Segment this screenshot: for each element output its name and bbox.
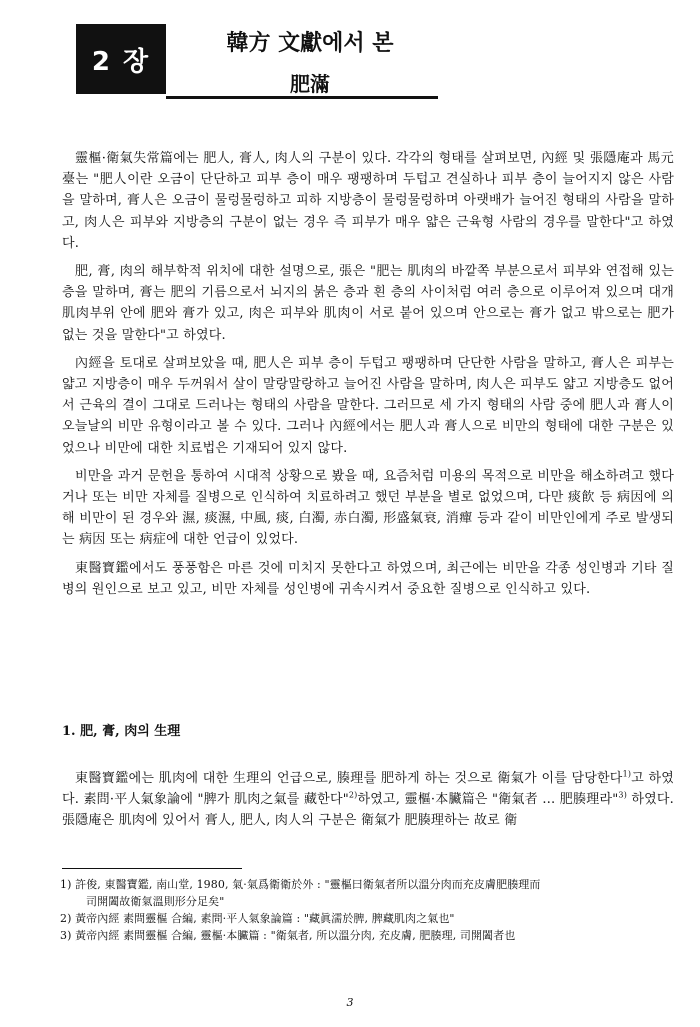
footnote-2-line-1: 2) 黃帝內經 素問靈樞 合編, 素問·平人氣象論篇 : "藏眞濡於脾, 脾藏肌肉之氣也" <box>60 912 455 925</box>
footnote-rule <box>62 868 242 869</box>
chapter-subtitle: 肥滿 <box>290 72 330 96</box>
section-paragraph <box>62 768 674 832</box>
paragraph-1: 靈樞·衛氣失常篇에는 肥人, 膏人, 肉人의 구분이 있다. 각각의 형태를 살펴보면, 內經 및 張隱庵과 馬元臺는 "肥人이란 오금이 단단하고 피부 층이 매우 팽팽하며 두텁고 견실하나 피부 층이 늘어지지 않은 사람을 말하며, 膏人은 오금이 물렁물렁하고 피하 지방층이 물렁물렁하며 아랫배가 늘어진 형태의 사람을 말하고, 肉人은 피부와 지방층의 구분이 없는 경우 즉 피부가 매우 얇은 근육형 사람의 경우를 말한다"고 하였다. <box>62 151 674 251</box>
section-heading: 1. 肥, 膏, 肉의 生理 <box>62 724 181 739</box>
footnote-3-line-1: 3) 黃帝內經 素問靈樞 合編, 靈樞·本臟篇 : "衛氣者, 所以溫分肉, 充皮膚, 肥腠理, 司開闔者也 <box>60 929 516 942</box>
paragraph-2: 肥, 膏, 肉의 해부학적 위치에 대한 설명으로, 張은 "肥는 肌肉의 바깥쪽 부분으로서 피부와 연접해 있는 층을 말하며, 膏는 肥의 기름으로서 뇌지의 붉은 층과 흰 층의 사이처럼 여러 층으로 이루어져 있으며 대개 肌肉부위 안에 肥와 膏가 있고, 肉은 피부와 肌肉이 서로 붙어 있으며 안으로는 膏가 없고 밖으로는 肥가 없는 것을 말한다"고 하였다. <box>62 264 674 343</box>
section-text-2: 고 하였다. 素問·平人氣象論에 "脾가 肌肉之氣를 藏한다" <box>62 771 675 808</box>
footnote-1 <box>60 876 680 910</box>
footnote-ref-1: 1) <box>622 769 632 779</box>
header-rule <box>166 96 438 99</box>
paragraph-5: 東醫寶鑑에서도 풍풍함은 마른 것에 미치지 못한다고 하였으며, 최근에는 비만을 각종 성인병과 기타 질병의 원인으로 보고 있고, 비만 자체를 성인병에 귀속시켜서 중요한 질병으로 인식하고 있다. <box>62 560 674 597</box>
footnote-ref-3: 3) <box>618 790 628 800</box>
chapter-badge: 2 장 <box>76 24 166 94</box>
footnote-3 <box>60 927 680 944</box>
page-number: 3 <box>346 996 354 1009</box>
section-text-3: 하였고, 靈樞·本臟篇은 "衛氣者 … 肥腠理라" <box>357 792 619 808</box>
section-text-1: 東醫寶鑑에는 肌肉에 대한 生理의 언급으로, 腠理를 肥하게 하는 것으로 衛氣가 이를 담당한다 <box>75 771 623 786</box>
footnotes <box>60 876 680 944</box>
paragraph-3: 內經을 토대로 살펴보았을 때, 肥人은 피부 층이 두텁고 팽팽하며 단단한 사람을 말하고, 膏人은 피부는 얇고 지방층이 매우 두꺼워서 살이 말랑말랑하고 늘어진 사람을 말하며, 肉人은 피부도 얇고 지방층도 없어서 근육의 결이 그대로 드러나는 형태의 사람을 말한다. 그러므로 세 가지 형태의 사람 중에 肥人과 膏人이 오늘날의 비만 유형이라고 볼 수 있다. 그러나 內經에서는 肥人과 膏人으로 비만의 형태에 대한 구분은 있었으나 비만에 대한 치료법은 기재되어 있지 않다. <box>62 355 674 456</box>
footnote-1-line-2: 司開闔故衛氣溫則形分足矣" <box>86 895 225 908</box>
body-text <box>62 148 674 607</box>
footnote-ref-2: 2) <box>348 790 358 800</box>
section-body <box>62 768 674 839</box>
footnote-2 <box>60 910 680 927</box>
footnote-1-line-1: 1) 許俊, 東醫寶鑑, 南山堂, 1980, 氣·氣爲衛衛於外 : "靈樞曰衛氣者所以溫分肉而充皮膚肥腠理而 <box>60 878 541 891</box>
section-text-4: 하였다. 張隱庵은 肌肉에 있어서 膏人, 肥人, 肉人의 구분은 衛氣가 肥腠理하는 故로 衛 <box>62 792 674 829</box>
paragraph-4: 비만을 과거 문헌을 통하여 시대적 상황으로 봤을 때, 요즘처럼 미용의 목적으로 비만을 해소하려고 했다거나 또는 비만 자체를 질병으로 인식하여 치료하려고 했던 부분을 별로 없었으며, 다만 痰飮 등 病因에 의해 비만이 된 경우와 濕, 痰濕, 中風, 痰, 白濁, 赤白濁, 形盛氣衰, 消癉 등과 같이 비만인에게 주로 발생되는 病因 또는 病症에 대한 언급이 있었다. <box>62 468 674 548</box>
chapter-title: 韓方 文獻에서 본 <box>226 31 394 56</box>
